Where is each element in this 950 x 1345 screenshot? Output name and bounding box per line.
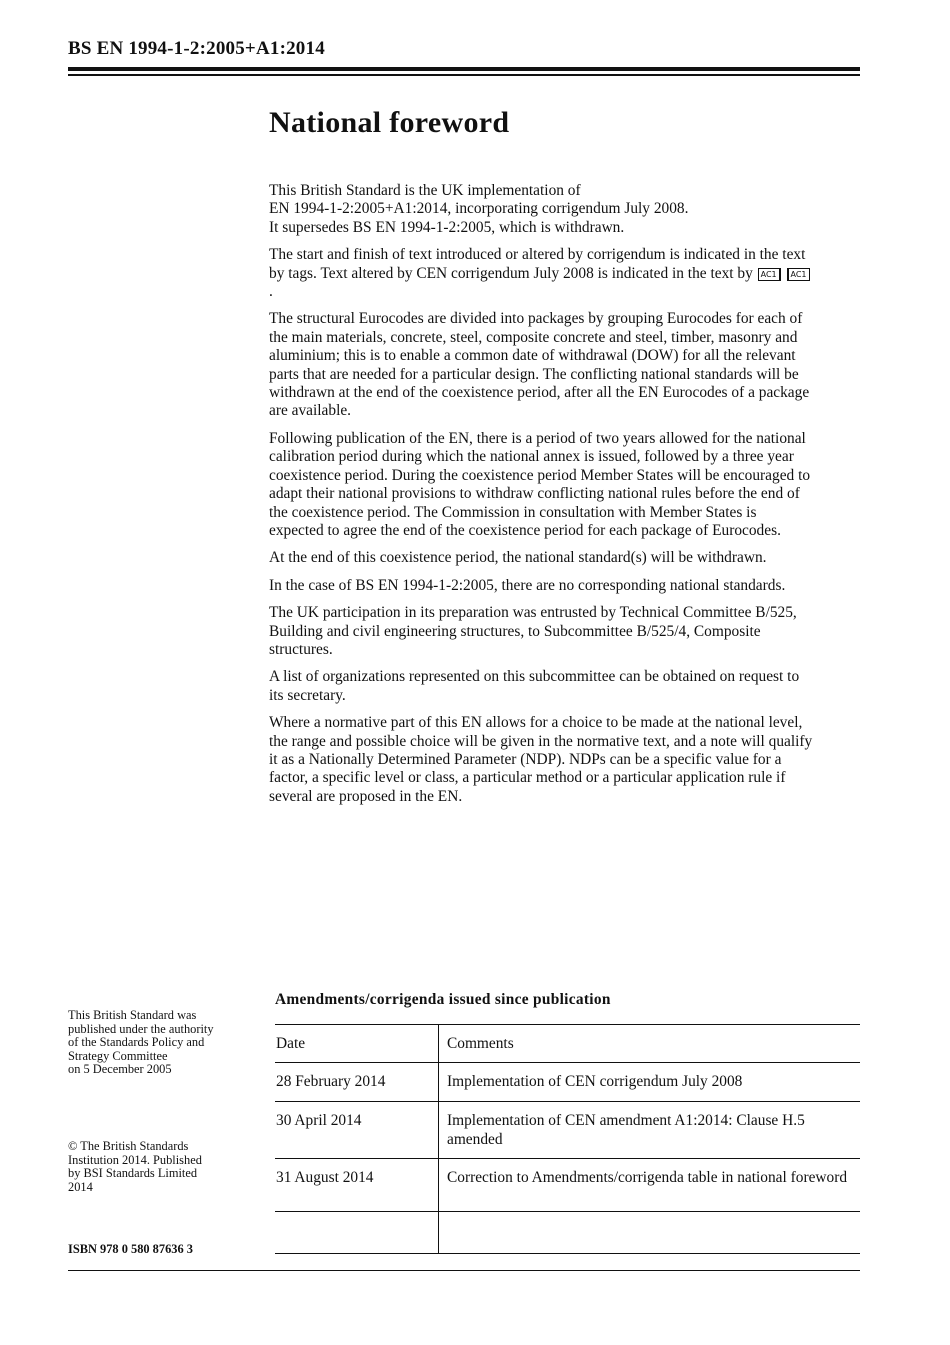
paragraph-ndp: Where a normative part of this EN allows for a choice to be made at the national level, the range and possible choice will be given in the normative text, and a note will qualify it as a Nationally Determined Parameter (NDP). NDPs can be a specific value for a factor, a specific level or class, a particular method or a particular application rule if several are proposed in the EN. [269, 714, 813, 805]
footer-rule [68, 1270, 860, 1271]
table-row [275, 1102, 860, 1159]
header-comments: Comments [439, 1025, 861, 1063]
p1-line3: It supersedes BS EN 1994-1-2:2005, which is withdrawn. [269, 218, 625, 236]
row-comment: Implementation of CEN amendment A1:2014: Clause H.5 amended [439, 1102, 861, 1159]
paragraph-packages: The structural Eurocodes are divided into packages by grouping Eurocodes for each of the main materials, concrete, steel, composite concrete and steel, timber, masonry and aluminium; this is to enable a common date of withdrawal (DOW) for all the relevant parts that are needed for a particular design. The conflicting national standards will be withdrawn at the end of the coexistence period, after all the EN Eurocodes of a package are available. [269, 310, 810, 420]
publication-note [68, 1009, 258, 1077]
p1-line2: EN 1994-1-2:2005+A1:2014, incorporating corrigendum July 2008. [269, 200, 689, 218]
amendments-title: Amendments/corrigenda issued since publication [275, 991, 611, 1008]
corrigendum-open-tag-icon: AC1 [758, 268, 781, 281]
table-header-row [275, 1025, 860, 1063]
isbn: ISBN 978 0 580 87636 3 [68, 1242, 193, 1256]
foreword-body [269, 182, 814, 815]
paragraph-tags [269, 246, 814, 301]
p2-text: The start and finish of text introduced or altered by corrigendum is indicated in the text by tags. Text altered by CEN corrigendum July 2008 is indicated in the text by [269, 246, 806, 282]
row-date: 28 February 2014 [275, 1063, 439, 1102]
publication-line: of the Standards Policy and [68, 1035, 205, 1049]
paragraph-organizations: A list of organizations represented on this subcommittee can be obtained on request to its secretary. [269, 668, 800, 704]
publication-line: published under the authority [68, 1021, 214, 1036]
table-row [275, 1063, 860, 1102]
page-title: National foreword [269, 106, 510, 139]
publication-line: on 5 December 2005 [68, 1062, 172, 1076]
p1-line1: This British Standard is the UK implementation of [269, 182, 581, 199]
document-code: BS EN 1994-1-2:2005+A1:2014 [68, 38, 325, 59]
row-date: 31 August 2014 [275, 1159, 439, 1212]
copyright-line: by BSI Standards Limited [68, 1166, 198, 1180]
row-date-empty [275, 1212, 439, 1254]
header-rule-thin [68, 74, 860, 76]
paragraph-corresponding: In the case of BS EN 1994-1-2:2005, there are no corresponding national standards. [269, 576, 786, 594]
paragraph-participation: The UK participation in its preparation was entrusted by Technical Committee B/525, Building and civil engineering structures, to Subcommittee B/525/4, Composite structures. [269, 604, 797, 658]
header-rule-thick [68, 67, 860, 71]
row-comment-empty [439, 1212, 861, 1254]
amendments-table [275, 1024, 860, 1254]
table-row-empty [275, 1212, 860, 1254]
table-row [275, 1159, 860, 1212]
row-comment: Implementation of CEN corrigendum July 2008 [439, 1063, 861, 1102]
copyright-line: 2014 [68, 1179, 93, 1194]
paragraph-withdrawal: At the end of this coexistence period, the national standard(s) will be withdrawn. [269, 549, 767, 567]
paragraph-implementation [269, 182, 814, 237]
copyright-line: Institution 2014. Published [68, 1152, 202, 1167]
publication-line: This British Standard was [68, 1008, 197, 1022]
publication-line: Strategy Committee [68, 1048, 168, 1063]
row-date: 30 April 2014 [275, 1102, 439, 1159]
p2-end: . [269, 283, 273, 301]
copyright-note [68, 1140, 258, 1194]
paragraph-calibration: Following publication of the EN, there is a period of two years allowed for the national calibration period during which the national annex is issued, followed by a three year coexistence period. During the coexistence period Member States will be encouraged to adapt their national provisions to withdraw conflicting national rules before the end of the coexistence period. The Commission in consultation with Member States is expected to agree the end of the coexistence period for each package of Eurocodes. [269, 429, 811, 539]
header-date: Date [275, 1025, 439, 1063]
corrigendum-close-tag-icon: AC1 [787, 268, 810, 281]
copyright-line: © The British Standards [68, 1139, 189, 1153]
row-comment: Correction to Amendments/corrigenda table in national foreword [439, 1159, 861, 1212]
